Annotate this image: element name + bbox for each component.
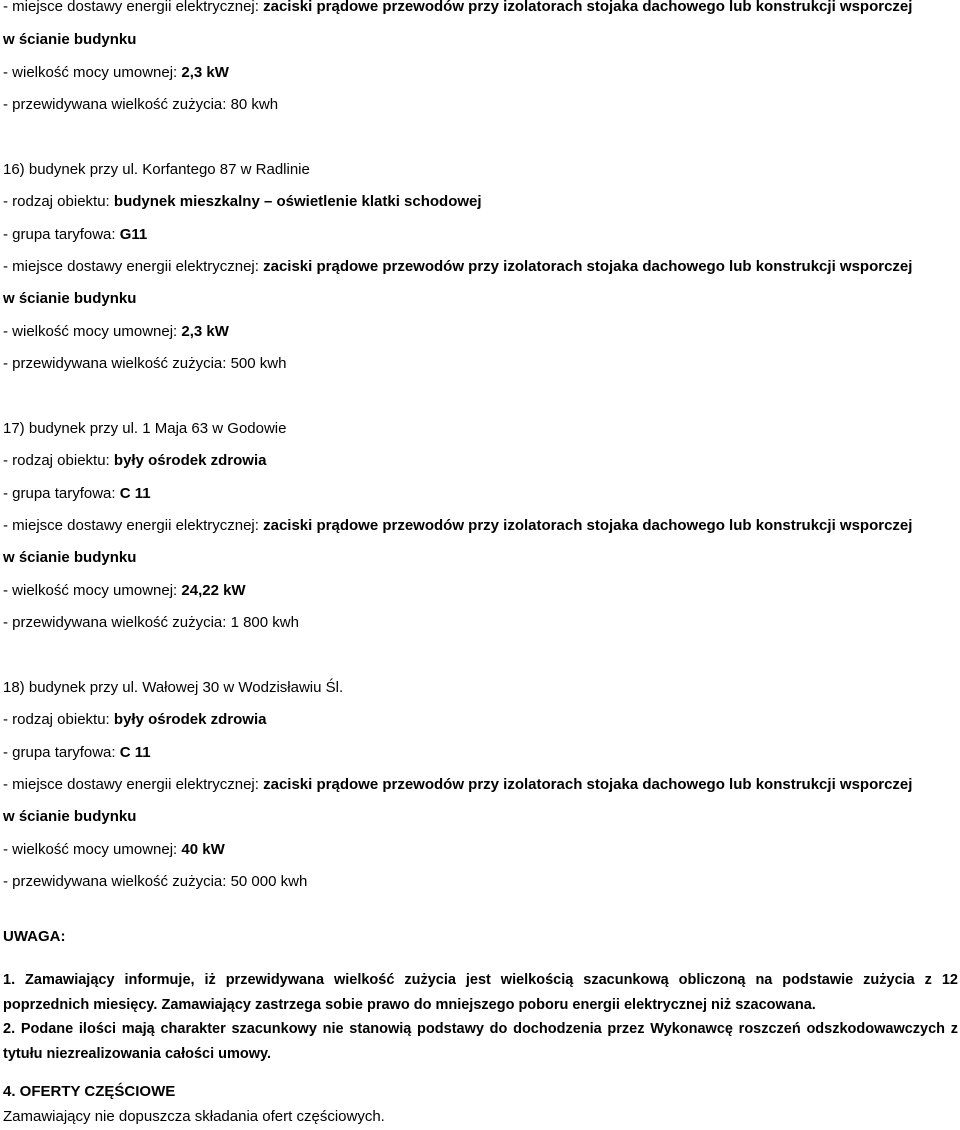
taryfa-label: - grupa taryfowa: <box>3 744 116 761</box>
taryfa-line <box>3 484 151 504</box>
miejsce-value-cont: w ścianie budynku <box>3 31 137 48</box>
taryfa-label: - grupa taryfowa: <box>3 226 116 243</box>
miejsce-value-cont: w ścianie budynku <box>3 808 137 825</box>
moc-line <box>3 322 229 342</box>
moc-line <box>3 581 246 601</box>
taryfa-line <box>3 743 151 763</box>
taryfa-value: G11 <box>119 226 148 243</box>
item-header: 17) budynek przy ul. 1 Maja 63 w Godowie <box>3 420 287 437</box>
zuzycie-line: - przewidywana wielkość zużycia: 50 000 kwh <box>3 873 308 890</box>
taryfa-value: C 11 <box>119 485 151 502</box>
miejsce-label: - miejsce dostawy energii elektrycznej: <box>3 0 259 15</box>
moc-value: 2,3 kW <box>181 64 229 81</box>
miejsce-value: zaciski prądowe przewodów przy izolatorach stojaka dachowego lub konstrukcji wsporczej <box>263 776 913 793</box>
rodzaj-line <box>3 451 266 471</box>
rodzaj-line <box>3 710 266 730</box>
miejsce-value-cont: w ścianie budynku <box>3 290 137 307</box>
moc-label: - wielkość mocy umownej: <box>3 64 178 81</box>
moc-label: - wielkość mocy umownej: <box>3 582 178 599</box>
oferty-text: Zamawiający nie dopuszcza składania ofert częściowych. <box>3 1108 385 1125</box>
moc-label: - wielkość mocy umownej: <box>3 841 178 858</box>
miejsce-label: - miejsce dostawy energii elektrycznej: <box>3 517 259 534</box>
taryfa-value: C 11 <box>119 744 151 761</box>
rodzaj-label: - rodzaj obiektu: <box>3 193 110 210</box>
taryfa-line <box>3 225 147 245</box>
rodzaj-value: budynek mieszkalny – oświetlenie klatki schodowej <box>113 193 482 210</box>
uwaga-note-1: 1. Zamawiający informuje, iż przewidywana wielkość zużycia jest wielkością szacunkową obliczoną na podstawie zużycia z 12 poprzednich miesięcy. Zamawiający zastrzega sobie prawo do mniejszego poboru energii elektrycznej niż szacowana. <box>3 972 958 1013</box>
rodzaj-label: - rodzaj obiektu: <box>3 452 110 469</box>
miejsce-line-2 <box>3 807 136 827</box>
miejsce-line <box>3 775 912 795</box>
miejsce-label: - miejsce dostawy energii elektrycznej: <box>3 258 259 275</box>
rodzaj-label: - rodzaj obiektu: <box>3 711 110 728</box>
item-header: 18) budynek przy ul. Wałowej 30 w Wodzisławiu Śl. <box>3 679 344 696</box>
miejsce-value: zaciski prądowe przewodów przy izolatorach stojaka dachowego lub konstrukcji wsporczej <box>263 517 913 534</box>
top-zuzycie-line: - przewidywana wielkość zużycia: 80 kwh <box>3 96 279 113</box>
moc-value: 40 kW <box>181 841 225 858</box>
uwaga-note-2: 2. Podane ilości mają charakter szacunkowy nie stanowią podstawy do dochodzenia przez Wykonawcę roszczeń odszkodowawczych z tytułu niezrealizowania całości umowy. <box>3 1021 958 1062</box>
miejsce-value-cont: w ścianie budynku <box>3 549 137 566</box>
miejsce-line <box>3 516 912 536</box>
miejsce-value: zaciski prądowe przewodów przy izolatorach stojaka dachowego lub konstrukcji wsporczej <box>263 0 913 15</box>
miejsce-line-2 <box>3 289 136 309</box>
miejsce-label: - miejsce dostawy energii elektrycznej: <box>3 776 259 793</box>
rodzaj-line <box>3 192 482 212</box>
moc-value: 2,3 kW <box>181 323 229 340</box>
oferty-title: 4. OFERTY CZĘŚCIOWE <box>3 1083 176 1100</box>
top-moc-line <box>3 63 229 83</box>
uwaga-title: UWAGA: <box>3 928 66 945</box>
top-miejsce-line-2 <box>3 30 136 50</box>
taryfa-label: - grupa taryfowa: <box>3 485 116 502</box>
miejsce-value: zaciski prądowe przewodów przy izolatorach stojaka dachowego lub konstrukcji wsporczej <box>263 258 913 275</box>
zuzycie-line: - przewidywana wielkość zużycia: 500 kwh <box>3 355 287 372</box>
rodzaj-value: były ośrodek zdrowia <box>113 711 267 728</box>
zuzycie-line: - przewidywana wielkość zużycia: 1 800 kwh <box>3 614 299 631</box>
moc-value: 24,22 kW <box>181 582 246 599</box>
top-miejsce-line <box>3 0 912 17</box>
moc-line <box>3 840 225 860</box>
item-header: 16) budynek przy ul. Korfantego 87 w Radlinie <box>3 161 310 178</box>
moc-label: - wielkość mocy umownej: <box>3 323 178 340</box>
rodzaj-value: były ośrodek zdrowia <box>113 452 267 469</box>
miejsce-line-2 <box>3 548 136 568</box>
miejsce-line <box>3 257 912 277</box>
